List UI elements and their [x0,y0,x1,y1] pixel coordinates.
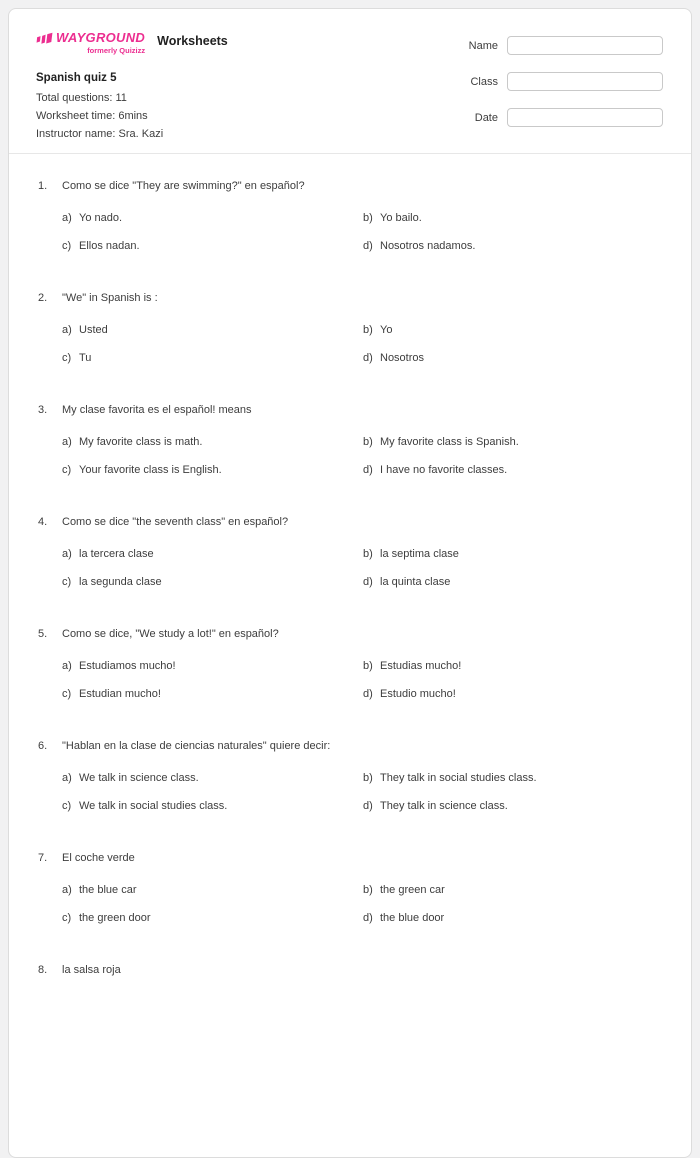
answer-option [62,463,363,478]
option-text: My favorite class is Spanish. [380,436,519,448]
option-letter: d) [363,688,373,700]
answer-option [363,351,662,366]
question-number: 1. [38,180,48,192]
option-letter: a) [62,884,72,896]
option-text: Yo bailo. [380,212,422,224]
answer-option [363,323,662,338]
option-letter: a) [62,212,72,224]
question-options [62,211,662,254]
answer-option [62,547,363,562]
option-text: Nosotros nadamos. [380,240,476,252]
brand-row [36,31,228,55]
option-text: Yo nado. [79,212,123,224]
worksheet-info [36,72,228,141]
option-letter: a) [62,548,72,560]
option-text: Yo [380,324,393,336]
question-head [38,291,662,306]
question-head [38,851,662,866]
answer-option [363,435,662,450]
student-fields [448,31,663,153]
answer-option [62,687,363,702]
option-text: la segunda clase [79,576,162,588]
question-text: la salsa roja [62,964,121,976]
question-number: 7. [38,852,48,864]
answer-option [62,435,363,450]
answer-option [363,239,662,254]
question-item [38,291,662,366]
question-list [9,154,691,978]
student-field-row [448,108,663,127]
option-letter: b) [363,884,373,896]
question-options [62,323,662,366]
answer-option [363,211,662,226]
question-text: Como se dice "the seventh class" en español? [62,516,289,528]
worksheet-time: Worksheet time: 6mins [36,110,148,122]
question-item [38,515,662,590]
wayground-logo [36,31,145,55]
question-options [62,883,662,926]
option-text: Estudian mucho! [79,688,161,700]
answer-option [363,799,662,814]
question-number: 8. [38,964,48,976]
option-text: la septima clase [380,548,459,560]
option-text: My favorite class is math. [79,436,203,448]
question-text: "We" in Spanish is : [62,292,158,304]
option-letter: c) [62,464,72,476]
question-number: 2. [38,292,48,304]
answer-option [62,323,363,338]
option-letter: d) [363,240,373,252]
answer-option [363,463,662,478]
option-text: Ellos nadan. [79,240,140,252]
answer-option [363,575,662,590]
question-head [38,515,662,530]
question-text: Como se dice, "We study a lot!" en español? [62,628,279,640]
option-letter: d) [363,576,373,588]
option-letter: b) [363,212,373,224]
instructor-name: Instructor name: Sra. Kazi [36,128,164,140]
option-letter: a) [62,324,72,336]
question-number: 3. [38,404,48,416]
answer-option [62,659,363,674]
logo-subtitle: formerly Quizizz [87,46,146,55]
option-letter: d) [363,464,373,476]
question-text: "Hablan en la clase de ciencias naturales" quiere decir: [62,740,331,752]
total-questions: Total questions: 11 [36,92,127,104]
option-letter: d) [363,352,373,364]
question-text: My clase favorita es el español! means [62,404,252,416]
answer-option [62,883,363,898]
question-item [38,403,662,478]
question-item [38,739,662,814]
student-field-row [448,36,663,55]
answer-option [363,547,662,562]
option-letter: c) [62,800,72,812]
answer-option [62,575,363,590]
option-letter: c) [62,912,72,924]
answer-option [363,687,662,702]
option-letter: a) [62,660,72,672]
option-letter: b) [363,548,373,560]
answer-option [62,211,363,226]
option-text: Your favorite class is English. [79,464,222,476]
question-item [38,963,662,978]
option-letter: c) [62,352,72,364]
option-letter: a) [62,436,72,448]
question-options [62,659,662,702]
field-label: Class [470,75,498,88]
answer-option [62,239,363,254]
option-letter: d) [363,912,373,924]
option-letter: b) [363,660,373,672]
option-text: la tercera clase [79,548,154,560]
class-input[interactable] [507,72,663,91]
option-text: They talk in science class. [380,800,508,812]
option-text: We talk in social studies class. [79,800,228,812]
name-input[interactable] [507,36,663,55]
option-text: Estudio mucho! [380,688,456,700]
question-options [62,547,662,590]
question-text: El coche verde [62,852,135,864]
option-text: the green door [79,912,151,924]
date-input[interactable] [507,108,663,127]
option-text: Nosotros [380,352,425,364]
option-letter: c) [62,576,72,588]
question-number: 4. [38,516,48,528]
answer-option [363,911,662,926]
option-letter: c) [62,240,72,252]
answer-option [62,911,363,926]
option-letter: b) [363,772,373,784]
option-text: We talk in science class. [79,772,199,784]
answer-option [62,351,363,366]
question-head [38,627,662,642]
question-head [38,179,662,194]
option-letter: d) [363,800,373,812]
option-letter: c) [62,688,72,700]
answer-option [62,771,363,786]
field-label: Name [468,39,498,52]
option-text: Estudias mucho! [380,660,462,672]
worksheet-header [9,9,691,154]
answer-option [363,771,662,786]
question-number: 6. [38,740,48,752]
option-text: la quinta clase [380,576,451,588]
question-text: Como se dice "They are swimming?" en español? [62,180,305,192]
student-field-row [448,72,663,91]
option-text: Tu [79,352,92,364]
question-head [38,739,662,754]
answer-option [363,883,662,898]
answer-option [62,799,363,814]
option-text: I have no favorite classes. [380,464,508,476]
option-letter: b) [363,436,373,448]
logo-text-wrap [56,31,145,55]
question-item [38,627,662,702]
option-letter: b) [363,324,373,336]
answer-option [363,659,662,674]
option-text: the blue car [79,884,137,896]
option-text: Usted [79,324,108,336]
question-options [62,771,662,814]
product-title: Worksheets [157,34,228,48]
option-letter: a) [62,772,72,784]
option-text: They talk in social studies class. [380,772,537,784]
option-text: the blue door [380,912,445,924]
header-left [36,31,228,153]
wayground-w-flag-icon [36,32,53,47]
question-item [38,851,662,926]
option-text: Estudiamos mucho! [79,660,176,672]
logo-wordmark: WAYGROUND [56,30,146,45]
question-number: 5. [38,628,48,640]
question-head [38,963,662,978]
question-head [38,403,662,418]
worksheet-card [8,8,692,1158]
field-label: Date [474,111,498,124]
option-text: the green car [380,884,445,896]
quiz-title: Spanish quiz 5 [36,72,117,84]
question-options [62,435,662,478]
question-item [38,179,662,254]
